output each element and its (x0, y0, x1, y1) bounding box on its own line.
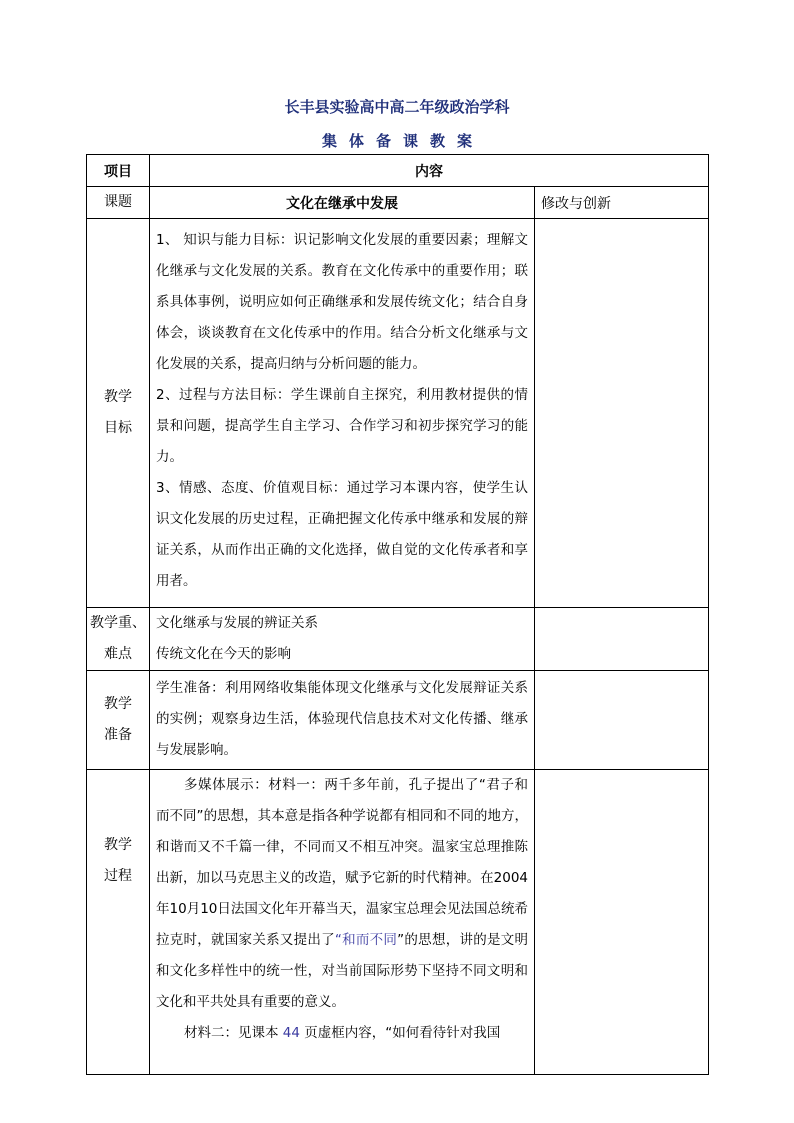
goal-knowledge: 1、 知识与能力目标：识记影响文化发展的重要因素；理解文化继承与文化发展的关系。教育在文化传承中的重要作用；联系具体事例，说明应如何正确继承和发展传统文化；结合自身体会，谈谈教育在文化传承中的作用。结合分析文化继承与文化发展的关系，提高归纳与分析问题的能力。 (156, 232, 528, 372)
process-content (150, 770, 535, 1075)
key-point-1: 文化继承与发展的辨证关系 (156, 615, 318, 631)
modify-label: 修改与创新 (535, 187, 709, 219)
material-one: 多媒体展示：材料一：两千多年前，孔子提出了“君子和而不同”的思想，其本意是指各种学说都有相同和不同的地方，和谐而又不千篇一律，不同而又不相互冲突。温家宝总理推陈出新，加以马克思主义的改造，赋予它新的时代精神。在2004年10月10日法国文化年开幕当天，温家宝总理会见法国总统希拉克时，就国家关系又提出了“和而不同”的思想，讲的是文明和文化多样性中的统一性，对当前国际形势下坚持不同文明和文化和平共处具有重要的意义。 (156, 777, 528, 1010)
process-label: 教学 过程 (87, 770, 150, 1075)
header-content: 内容 (150, 155, 709, 187)
goal-emotion: 3、情感、态度、价值观目标：通过学习本课内容，使学生认识文化发展的历史过程，正确把握文化传承中继承和发展的辩证关系，从而作出正确的文化选择，做自觉的文化传承者和享用者。 (156, 480, 528, 589)
key-point-2: 传统文化在今天的影响 (156, 646, 291, 662)
header-item: 项目 (87, 155, 150, 187)
goals-label: 教学 目标 (87, 219, 150, 608)
topic-label: 课题 (87, 187, 150, 219)
topic-value: 文化在继承中发展 (150, 187, 535, 219)
prep-content (150, 671, 535, 770)
key-points-notes (535, 608, 709, 671)
process-notes (535, 770, 709, 1075)
key-points-content (150, 608, 535, 671)
lesson-plan-table (86, 154, 709, 1075)
material-two: 材料二：见课本 44 页虚框内容，“如何看待针对我国 (184, 1025, 501, 1041)
prep-text: 学生准备：利用网络收集能体现文化继承与文化发展辩证关系的实例；观察身边生活，体验现代信息技术对文化传播、继承与发展影响。 (156, 680, 528, 758)
goals-content (150, 219, 535, 608)
goals-notes (535, 219, 709, 608)
prep-notes (535, 671, 709, 770)
prep-label: 教学 准备 (87, 671, 150, 770)
goal-process: 2、过程与方法目标：学生课前自主探究，利用教材提供的情景和问题，提高学生自主学习、合作学习和初步探究学习的能力。 (156, 387, 528, 465)
school-title: 长丰县实验高中高二年级政治学科 (284, 98, 510, 116)
lesson-plan-title: 集体备课教案 (321, 132, 484, 150)
key-points-label: 教学重、 难点 (87, 608, 150, 671)
